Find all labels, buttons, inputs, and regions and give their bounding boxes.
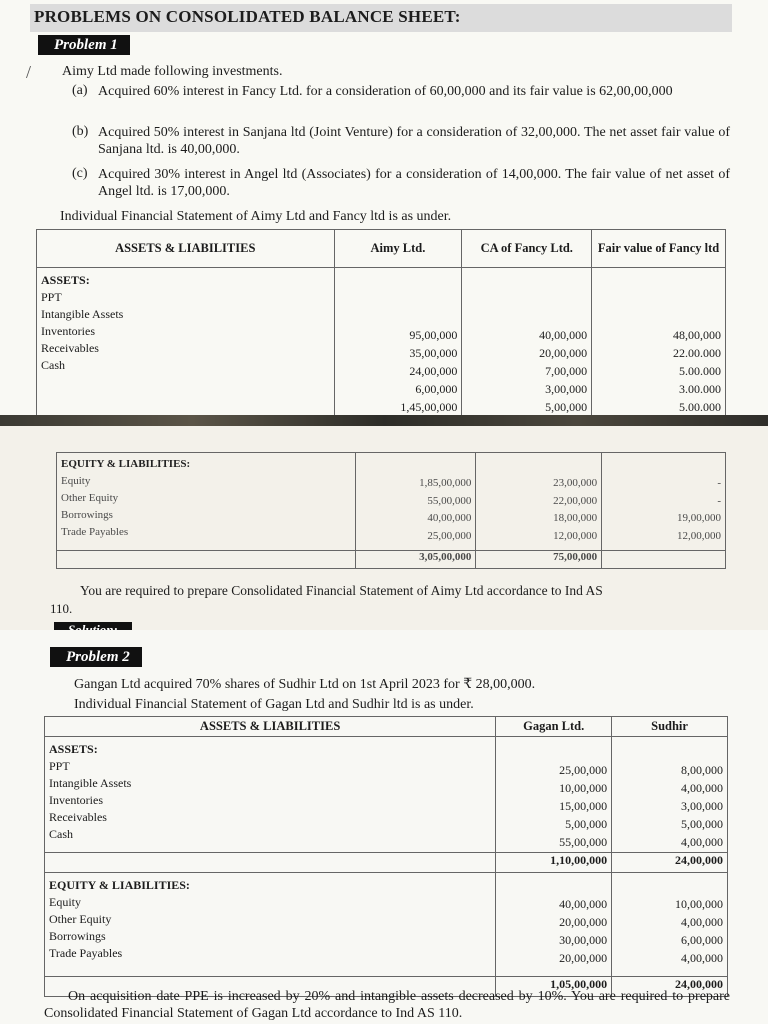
page-title: PROBLEMS ON CONSOLIDATED BALANCE SHEET: [34, 7, 461, 26]
cell-value: 5,00,000 [545, 400, 588, 414]
row-label: PPT [41, 290, 62, 304]
row-label: Intangible Assets [49, 776, 132, 790]
cell-value: 3,00,000 [545, 382, 588, 396]
item-c-marker: (c) [72, 166, 88, 181]
assets-heading: ASSETS: [49, 742, 98, 756]
cell-value: 12,00,000 [677, 529, 721, 542]
cell-value: 5.00.000 [679, 364, 721, 378]
total-aimy: 3,05,00,000 [356, 551, 476, 569]
row-label: Trade Payables [61, 526, 129, 538]
cell-value: - [717, 494, 721, 507]
liab-heading: EQUITY & LIABILITIES: [49, 878, 190, 892]
problem-1-label: Problem 1 [38, 35, 130, 55]
cell-value: 20,00,000 [539, 346, 588, 360]
requirement-line-2: 110. [50, 601, 73, 616]
pen-mark: / [26, 62, 32, 82]
item-a-text: Acquired 60% interest in Fancy Ltd. for a consideration of 60,00,000 and its fair value is 62,00,00,000 [98, 84, 673, 99]
row-label: Intangible Assets [41, 307, 124, 321]
page-fragment-middle [0, 446, 768, 630]
row-label: PPT [49, 759, 70, 773]
requirement-line-1: You are required to prepare Consolidated Financial Statement of Aimy Ltd accordance to Ind AS [80, 583, 603, 598]
col-header-gagan: Gagan Ltd. [496, 717, 612, 737]
cell-value: 48,00,000 [673, 328, 721, 342]
row-label: Trade Payables [49, 946, 123, 960]
cell-value: 1,45,00,000 [400, 400, 458, 414]
item-a-marker: (a) [72, 83, 88, 98]
problem-2-label: Problem 2 [50, 647, 142, 667]
row-label: Other Equity [61, 492, 119, 504]
row-label: Inventories [41, 324, 95, 338]
cell-value: 12,00,000 [553, 529, 598, 542]
cell-value: 5.00.000 [679, 400, 721, 414]
problem-1-assets-table [36, 229, 726, 439]
total-sudhir: 24,00,000 [612, 977, 728, 997]
liab-heading: EQUITY & LIABILITIES: [61, 458, 191, 470]
statement-intro-2: Individual Financial Statement of Gagan Ltd and Sudhir ltd is as under. [74, 697, 474, 712]
item-c-text: Acquired 30% interest in Angel ltd (Associates) for a consideration of 14,00,000. The fair value of net asset of Angel ltd. is 17,00,000. [98, 167, 730, 199]
row-label: Cash [49, 827, 73, 841]
assets-heading: ASSETS: [41, 273, 90, 287]
cell-value: 20,00,000 [559, 915, 608, 929]
cell-value: 15,00,000 [559, 799, 608, 813]
row-label: Borrowings [61, 509, 113, 521]
cell-value: 4,00,000 [681, 835, 723, 849]
problem-2-table [44, 716, 728, 997]
cell-value: 5,00,000 [681, 817, 723, 831]
row-label: Receivables [41, 341, 99, 355]
cell-value: 25,00,000 [559, 763, 608, 777]
cell-value: 1,85,00,000 [419, 477, 472, 489]
cell-value: 20,00,000 [559, 951, 608, 965]
statement-intro-1: Individual Financial Statement of Aimy Ltd and Fancy ltd is as under. [60, 209, 452, 224]
page-fragment-top [0, 0, 768, 415]
cell-value: 6,00,000 [415, 382, 458, 396]
cell-value: 19,00,000 [677, 512, 721, 524]
problem-1-intro: Aimy Ltd made following investments. [62, 64, 283, 79]
col-header-particulars: ASSETS & LIABILITIES [37, 230, 335, 268]
cell-value: 8,00,000 [681, 763, 723, 777]
col-header-aimy: Aimy Ltd. [334, 230, 462, 268]
cell-value: 24,00,000 [409, 364, 458, 378]
cell-value: 25,00,000 [427, 529, 472, 542]
row-label: Inventories [49, 793, 103, 807]
cell-value: - [717, 477, 721, 489]
row-label: Borrowings [49, 929, 106, 943]
cell-value: 23,00,000 [553, 477, 598, 489]
cell-value: 30,00,000 [559, 933, 608, 947]
cell-value: 22.00.000 [673, 346, 721, 360]
total-sudhir: 24,00,000 [612, 853, 728, 873]
row-label: Equity [61, 475, 91, 487]
cell-value: 18,00,000 [553, 512, 598, 524]
col-header-fancy-fv: Fair value of Fancy ltd [592, 230, 726, 268]
total-gagan: 1,05,00,000 [496, 977, 612, 997]
page-fragment-bottom [0, 630, 768, 1024]
cell-value: 40,00,000 [539, 328, 588, 342]
problem-1-liabilities-table [56, 452, 726, 569]
row-label: Cash [41, 358, 65, 372]
cell-value: 7,00,000 [545, 364, 588, 378]
cell-value: 6,00,000 [681, 933, 723, 947]
total-gagan: 1,10,00,000 [496, 853, 612, 873]
cell-value: 4,00,000 [681, 951, 723, 965]
cell-value: 35,00,000 [409, 346, 458, 360]
cell-value: 3.00.000 [679, 382, 721, 396]
item-b-marker: (b) [72, 124, 89, 139]
item-b-text: Acquired 50% interest in Sanjana ltd (Joint Venture) for a consideration of 32,00,000. The net asset fair value of Sanjana ltd. is 40,00,000. [98, 125, 730, 157]
row-label: Other Equity [49, 912, 112, 926]
col-header-particulars: ASSETS & LIABILITIES [45, 717, 496, 737]
cell-value: 22,00,000 [553, 494, 598, 507]
cell-value: 55,00,000 [427, 494, 472, 507]
col-header-fancy-ca: CA of Fancy Ltd. [462, 230, 592, 268]
cell-value: 3,00,000 [681, 799, 723, 813]
total-fancy-ca: 75,00,000 [476, 551, 602, 569]
cell-value: 40,00,000 [427, 512, 472, 524]
cell-value: 40,00,000 [559, 897, 608, 911]
col-header-sudhir: Sudhir [612, 717, 728, 737]
problem-2-requirement: On acquisition date PPE is increased by 20% and intangible assets decreased by 10%. You are required to prepare Consolidated Financial Statement of Gagan Ltd accordance to Ind AS 110. [44, 989, 730, 1021]
cell-value: 4,00,000 [681, 781, 723, 795]
cell-value: 95,00,000 [409, 328, 458, 342]
cell-value: 10,00,000 [559, 781, 608, 795]
cell-value: 5,00,000 [565, 817, 608, 831]
cell-value: 4,00,000 [681, 915, 723, 929]
problem-2-intro: Gangan Ltd acquired 70% shares of Sudhir Ltd on 1st April 2023 for ₹ 28,00,000. [74, 677, 536, 692]
cell-value: 55,00,000 [559, 835, 608, 849]
row-label: Receivables [49, 810, 107, 824]
cell-value: 10,00,000 [675, 897, 723, 911]
row-label: Equity [49, 895, 81, 909]
